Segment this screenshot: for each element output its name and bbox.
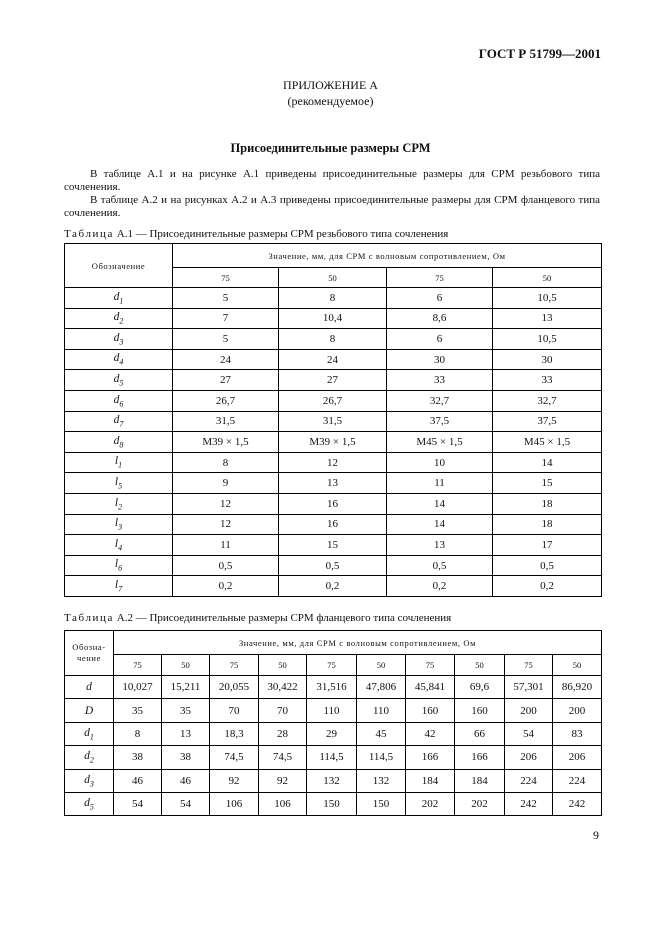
table1-impedance-header: 75 bbox=[387, 268, 493, 288]
value-cell: 132 bbox=[307, 769, 357, 792]
row-designation bbox=[65, 699, 114, 722]
page-number: 9 bbox=[593, 828, 599, 842]
table2-impedance-header: 50 bbox=[162, 655, 210, 676]
paragraph-1: В таблице А.1 и на рисунке А.1 приведены присоединительные размеры для СРМ резьбового типа сочленения. bbox=[64, 168, 600, 193]
value-cell: 30 bbox=[387, 349, 493, 370]
value-cell: 38 bbox=[162, 746, 210, 769]
row-designation bbox=[65, 535, 173, 556]
symbol-letter: l bbox=[114, 455, 119, 468]
value-cell: 206 bbox=[553, 746, 602, 769]
symbol-subscript: 5 bbox=[89, 802, 94, 812]
value-cell: 10,5 bbox=[493, 329, 602, 350]
value-cell: 114,5 bbox=[357, 746, 406, 769]
symbol-letter: d bbox=[86, 681, 92, 694]
row-designation bbox=[65, 411, 173, 432]
value-cell: M45 × 1,5 bbox=[387, 432, 493, 453]
symbol-subscript: 6 bbox=[119, 398, 124, 408]
table2-value-header: Значение, мм, для СРМ с волновым сопротивлением, Ом bbox=[114, 631, 602, 655]
value-cell: 5 bbox=[173, 288, 279, 309]
symbol-letter: d bbox=[113, 311, 120, 324]
value-cell: 110 bbox=[307, 699, 357, 722]
value-cell: 29 bbox=[307, 722, 357, 745]
symbol-letter: l bbox=[114, 475, 119, 488]
symbol-subscript: 4 bbox=[119, 357, 124, 367]
symbol-letter: d bbox=[84, 750, 90, 763]
symbol-letter: D bbox=[84, 704, 94, 717]
value-cell: 200 bbox=[553, 699, 602, 722]
value-cell: 13 bbox=[493, 308, 602, 329]
value-cell: 6 bbox=[387, 329, 493, 350]
value-cell: 14 bbox=[493, 452, 602, 473]
value-cell: 15 bbox=[279, 535, 387, 556]
symbol-subscript: 8 bbox=[119, 440, 124, 450]
value-cell: 10,4 bbox=[279, 308, 387, 329]
value-cell: 0,2 bbox=[279, 576, 387, 597]
row-designation bbox=[65, 514, 173, 535]
symbol-subscript: 1 bbox=[89, 732, 94, 742]
symbol-subscript: 2 bbox=[118, 501, 123, 511]
table1-impedance-header: 50 bbox=[279, 268, 387, 288]
value-cell: 47,806 bbox=[357, 676, 406, 699]
value-cell: 9 bbox=[173, 473, 279, 494]
value-cell: 160 bbox=[455, 699, 505, 722]
value-cell: 17 bbox=[493, 535, 602, 556]
table2-impedance-header: 50 bbox=[259, 655, 307, 676]
value-cell: 114,5 bbox=[307, 746, 357, 769]
value-cell: 57,301 bbox=[505, 676, 553, 699]
value-cell: 31,5 bbox=[173, 411, 279, 432]
value-cell: 202 bbox=[406, 792, 455, 815]
value-cell: 16 bbox=[279, 493, 387, 514]
row-designation bbox=[65, 473, 173, 494]
table2-impedance-header: 75 bbox=[114, 655, 162, 676]
symbol-letter: d bbox=[84, 797, 90, 809]
value-cell: 0,2 bbox=[173, 576, 279, 597]
table2-impedance-header: 75 bbox=[210, 655, 259, 676]
value-cell: 33 bbox=[493, 370, 602, 391]
symbol-subscript: 2 bbox=[119, 316, 124, 326]
table-row bbox=[65, 370, 602, 391]
table-row bbox=[65, 792, 602, 815]
table2-caption-label: Таблица bbox=[64, 612, 114, 624]
value-cell: 46 bbox=[114, 769, 162, 792]
row-designation bbox=[65, 576, 173, 597]
value-cell: 14 bbox=[387, 514, 493, 535]
table1-value-header: Значение, мм, для СРМ с волновым сопротивлением, Ом bbox=[173, 244, 602, 268]
symbol-subscript: 4 bbox=[118, 543, 123, 553]
value-cell: 8 bbox=[114, 722, 162, 745]
row-designation bbox=[65, 308, 173, 329]
table2-impedance-header: 75 bbox=[406, 655, 455, 676]
row-designation bbox=[65, 792, 114, 815]
value-cell: 224 bbox=[553, 769, 602, 792]
value-cell: 8 bbox=[279, 288, 387, 309]
symbol-letter: d bbox=[113, 290, 120, 303]
value-cell: 13 bbox=[162, 722, 210, 745]
value-cell: 150 bbox=[307, 792, 357, 815]
symbol-subscript: 6 bbox=[118, 563, 123, 573]
value-cell: 38 bbox=[114, 746, 162, 769]
row-designation bbox=[65, 432, 173, 453]
symbol-subscript: 5 bbox=[118, 481, 123, 491]
value-cell: 27 bbox=[279, 370, 387, 391]
symbol-subscript: 3 bbox=[89, 778, 94, 788]
value-cell: 30 bbox=[493, 349, 602, 370]
row-designation bbox=[65, 349, 173, 370]
value-cell: 160 bbox=[406, 699, 455, 722]
value-cell: 18 bbox=[493, 514, 602, 535]
table-row bbox=[65, 390, 602, 411]
table1-caption-label: Таблица bbox=[64, 228, 114, 240]
symbol-letter: d bbox=[84, 726, 90, 739]
symbol-letter: l bbox=[114, 578, 119, 591]
table2-impedance-header: 50 bbox=[455, 655, 505, 676]
value-cell: 31,516 bbox=[307, 676, 357, 699]
table-row bbox=[65, 746, 602, 769]
table2-impedance-header: 50 bbox=[553, 655, 602, 676]
value-cell: 12 bbox=[173, 493, 279, 514]
value-cell: 14 bbox=[387, 493, 493, 514]
value-cell: 32,7 bbox=[493, 390, 602, 411]
table-row bbox=[65, 349, 602, 370]
value-cell: 184 bbox=[455, 769, 505, 792]
table-row bbox=[65, 555, 602, 576]
value-cell: 35 bbox=[114, 699, 162, 722]
value-cell: 42 bbox=[406, 722, 455, 745]
value-cell: 24 bbox=[173, 349, 279, 370]
value-cell: 83 bbox=[553, 722, 602, 745]
table2-impedance-header: 75 bbox=[307, 655, 357, 676]
symbol-subscript: 7 bbox=[119, 419, 124, 429]
value-cell: 18,3 bbox=[210, 722, 259, 745]
table-row bbox=[65, 473, 602, 494]
table-row bbox=[65, 769, 602, 792]
value-cell: 15,211 bbox=[162, 676, 210, 699]
symbol-subscript: 5 bbox=[119, 378, 124, 388]
value-cell: 13 bbox=[279, 473, 387, 494]
value-cell: 27 bbox=[173, 370, 279, 391]
table-row bbox=[65, 576, 602, 597]
symbol-subscript: 3 bbox=[118, 522, 123, 532]
value-cell: 13 bbox=[387, 535, 493, 556]
value-cell: 10,027 bbox=[114, 676, 162, 699]
value-cell: 20,055 bbox=[210, 676, 259, 699]
table-a1 bbox=[64, 243, 602, 597]
symbol-letter: l bbox=[114, 517, 119, 530]
symbol-subscript: 1 bbox=[118, 460, 123, 470]
value-cell: 54 bbox=[114, 792, 162, 815]
table1-designation-header: Обозначение bbox=[65, 244, 173, 288]
appendix-title: ПРИЛОЖЕНИЕ А bbox=[283, 78, 378, 92]
value-cell: 70 bbox=[210, 699, 259, 722]
symbol-letter: d bbox=[113, 434, 120, 447]
value-cell: 37,5 bbox=[493, 411, 602, 432]
value-cell: 26,7 bbox=[173, 390, 279, 411]
symbol-letter: l bbox=[114, 496, 119, 509]
value-cell: 0,5 bbox=[173, 555, 279, 576]
table2-designation-header: Обозна- чение bbox=[65, 631, 114, 676]
value-cell: 6 bbox=[387, 288, 493, 309]
row-designation bbox=[65, 493, 173, 514]
value-cell: M39 × 1,5 bbox=[279, 432, 387, 453]
table2-caption-text: А.2 — Присоединительные размеры СРМ фланцевого типа сочленения bbox=[116, 612, 452, 624]
value-cell: 150 bbox=[357, 792, 406, 815]
table1-caption bbox=[64, 228, 448, 240]
value-cell: 0,5 bbox=[387, 555, 493, 576]
symbol-subscript: 3 bbox=[119, 337, 124, 347]
table-a2 bbox=[64, 630, 602, 816]
value-cell: 30,422 bbox=[259, 676, 307, 699]
value-cell: 37,5 bbox=[387, 411, 493, 432]
value-cell: 8,6 bbox=[387, 308, 493, 329]
standard-code: ГОСТ Р 51799—2001 bbox=[478, 46, 601, 61]
table1-impedance-header: 50 bbox=[493, 268, 602, 288]
symbol-letter: d bbox=[84, 773, 90, 786]
value-cell: 45 bbox=[357, 722, 406, 745]
row-designation bbox=[65, 746, 114, 769]
row-designation bbox=[65, 555, 173, 576]
table-row bbox=[65, 452, 602, 473]
table2-impedance-header: 50 bbox=[357, 655, 406, 676]
table-row bbox=[65, 535, 602, 556]
value-cell: 106 bbox=[210, 792, 259, 815]
section-title: Присоединительные размеры СРМ bbox=[230, 141, 431, 155]
value-cell: 184 bbox=[406, 769, 455, 792]
value-cell: 0,2 bbox=[493, 576, 602, 597]
value-cell: 46 bbox=[162, 769, 210, 792]
symbol-letter: l bbox=[114, 537, 119, 550]
row-designation bbox=[65, 288, 173, 309]
symbol-subscript: 7 bbox=[118, 584, 123, 594]
value-cell: 224 bbox=[505, 769, 553, 792]
value-cell: 74,5 bbox=[210, 746, 259, 769]
value-cell: 54 bbox=[505, 722, 553, 745]
value-cell: 166 bbox=[406, 746, 455, 769]
table2-impedance-header: 75 bbox=[505, 655, 553, 676]
value-cell: 86,920 bbox=[553, 676, 602, 699]
symbol-letter: d bbox=[113, 414, 120, 427]
value-cell: 0,5 bbox=[493, 555, 602, 576]
value-cell: 12 bbox=[279, 452, 387, 473]
table-row bbox=[65, 411, 602, 432]
value-cell: 74,5 bbox=[259, 746, 307, 769]
value-cell: M45 × 1,5 bbox=[493, 432, 602, 453]
symbol-subscript: 2 bbox=[89, 755, 94, 765]
value-cell: 26,7 bbox=[279, 390, 387, 411]
value-cell: 10 bbox=[387, 452, 493, 473]
value-cell: 12 bbox=[173, 514, 279, 535]
value-cell: 24 bbox=[279, 349, 387, 370]
table-row bbox=[65, 288, 602, 309]
value-cell: 8 bbox=[279, 329, 387, 350]
value-cell: 7 bbox=[173, 308, 279, 329]
row-designation bbox=[65, 452, 173, 473]
value-cell: 110 bbox=[357, 699, 406, 722]
value-cell: 31,5 bbox=[279, 411, 387, 432]
value-cell: 69,6 bbox=[455, 676, 505, 699]
value-cell: 11 bbox=[173, 535, 279, 556]
value-cell: 242 bbox=[553, 792, 602, 815]
value-cell: 16 bbox=[279, 514, 387, 535]
table-row bbox=[65, 493, 602, 514]
value-cell: 0,5 bbox=[279, 555, 387, 576]
value-cell: 35 bbox=[162, 699, 210, 722]
symbol-letter: d bbox=[113, 373, 120, 386]
value-cell: 70 bbox=[259, 699, 307, 722]
row-designation bbox=[65, 390, 173, 411]
value-cell: 11 bbox=[387, 473, 493, 494]
row-designation bbox=[65, 370, 173, 391]
table-row bbox=[65, 329, 602, 350]
row-designation bbox=[65, 722, 114, 745]
row-designation bbox=[65, 769, 114, 792]
row-designation bbox=[65, 676, 114, 699]
value-cell: 206 bbox=[505, 746, 553, 769]
value-cell: 92 bbox=[210, 769, 259, 792]
table1-caption-text: А.1 — Присоединительные размеры СРМ резьбового типа сочленения bbox=[116, 228, 449, 240]
table1-impedance-header: 75 bbox=[173, 268, 279, 288]
value-cell: 242 bbox=[505, 792, 553, 815]
value-cell: 92 bbox=[259, 769, 307, 792]
value-cell: 166 bbox=[455, 746, 505, 769]
value-cell: 18 bbox=[493, 493, 602, 514]
value-cell: 32,7 bbox=[387, 390, 493, 411]
value-cell: 200 bbox=[505, 699, 553, 722]
value-cell: 33 bbox=[387, 370, 493, 391]
value-cell: 10,5 bbox=[493, 288, 602, 309]
value-cell: 0,2 bbox=[387, 576, 493, 597]
table-row bbox=[65, 676, 602, 699]
paragraph-2: В таблице А.2 и на рисунках А.2 и А.3 приведены присоединительные размеры для СРМ фланцевого типа сочленения. bbox=[64, 194, 600, 219]
row-designation bbox=[65, 329, 173, 350]
symbol-subscript: 1 bbox=[119, 295, 124, 305]
table-row bbox=[65, 722, 602, 745]
symbol-letter: l bbox=[114, 558, 119, 571]
appendix-subtitle: (рекомендуемое) bbox=[287, 94, 374, 108]
table-row bbox=[65, 699, 602, 722]
symbol-letter: d bbox=[113, 331, 120, 344]
value-cell: 132 bbox=[357, 769, 406, 792]
value-cell: 28 bbox=[259, 722, 307, 745]
value-cell: 66 bbox=[455, 722, 505, 745]
value-cell: 15 bbox=[493, 473, 602, 494]
value-cell: 5 bbox=[173, 329, 279, 350]
value-cell: 106 bbox=[259, 792, 307, 815]
value-cell: 45,841 bbox=[406, 676, 455, 699]
value-cell: 202 bbox=[455, 792, 505, 815]
table-row bbox=[65, 432, 602, 453]
symbol-letter: d bbox=[113, 352, 120, 365]
value-cell: 54 bbox=[162, 792, 210, 815]
table2-caption bbox=[64, 612, 451, 624]
value-cell: 8 bbox=[173, 452, 279, 473]
table-row bbox=[65, 308, 602, 329]
table-row bbox=[65, 514, 602, 535]
value-cell: M39 × 1,5 bbox=[173, 432, 279, 453]
symbol-letter: d bbox=[113, 393, 120, 406]
